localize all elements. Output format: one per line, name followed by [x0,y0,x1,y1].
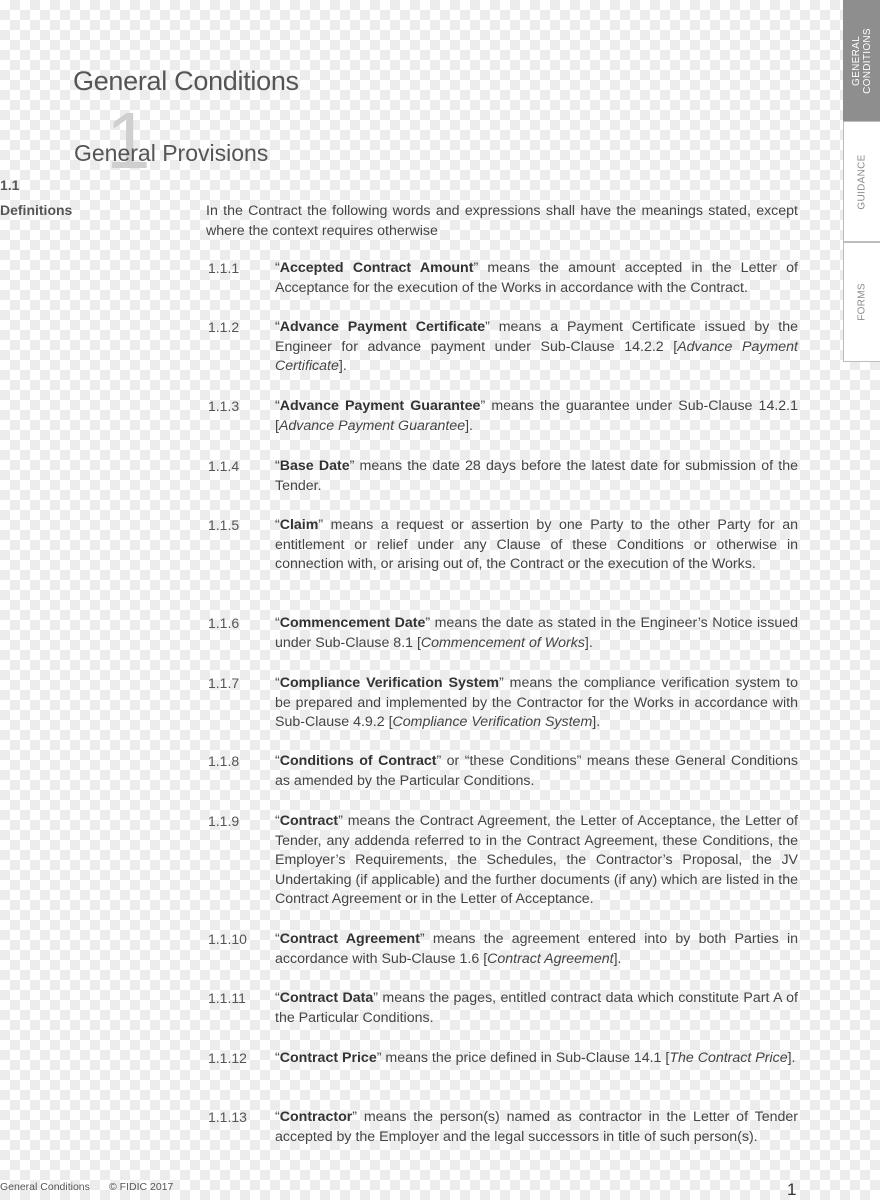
definition-reference: Commencement of Works [420,634,585,651]
chapter-number: 1 [106,96,151,185]
definition-end: ]. [338,358,347,374]
definition-end: ]. [592,714,601,730]
chapter-title: General Provisions [74,140,269,166]
definition-body: means the pages, entitled contract data which constitute Part A of the Particular Conditions. [275,990,798,1026]
definition-number: 1.1.2 [208,319,240,335]
tab-label-line2: CONDITIONS [862,27,873,94]
definition-number: 1.1.12 [208,1050,247,1066]
definition-number: 1.1.7 [208,675,240,691]
definition-number: 1.1.10 [208,931,247,947]
definition-body: means the date 28 days before the latest date for submission of the Tender. [275,458,798,494]
definition-term: Contract Agreement [279,931,420,947]
definition-number: 1.1.11 [208,990,246,1006]
definition-body: means the guarantee under Sub-Clause 14.2.1 [ [275,398,799,434]
definition-text: “Contract” means the Contract Agreement, the Letter of Acceptance, the Letter of Tender, any addenda referred to in the Contract Agreement, these Conditions, the Employer’s Requirements, the Schedules, the Contractor’s Proposal, the JV Undertaking (if applicable) and the further documents (if any) which are listed in the Contract Agreement or in the Letter of Acceptance. [275,813,798,907]
definition-number: 1.1.13 [208,1109,247,1125]
definition-end: ]. [613,950,622,967]
definition-number: 1.1.3 [208,398,240,414]
definition-term: Conditions of Contract [279,753,437,769]
footer-copyright: © FIDIC 2017 [109,1181,174,1193]
definition-text: “Accepted Contract Amount” means the amount accepted in the Letter of Acceptance for the execution of the Works in accordance with the Contract. [275,260,799,296]
definition-text: “Contract Price” means the price defined in Sub-Clause 14.1 [The Contract Price]. [275,1050,796,1066]
footer-document-name: General Conditions [0,1181,90,1193]
tab-guidance[interactable] [843,121,880,242]
definition-end: ]. [584,634,593,651]
definition-body: means the Contract Agreement, the Letter of Acceptance, the Letter of Tender, any addenda referred to in the Contract Agreement, these Conditions, the Employer’s Requirements, the Schedules, the Contractor’s Proposal, the JV Undertaking (if applicable) and the further documents (if any) which are listed in the Contract Agreement or in the Letter of Acceptance. [275,813,798,907]
definition-term: Compliance Verification System [279,675,499,691]
tab-label-line1: GENERAL [851,35,862,86]
definition-reference: Advance Payment Guarantee [278,417,466,434]
definition-end: ]. [465,417,473,434]
definition-reference: The Contract Price [669,1050,788,1066]
definition-text: “Advance Payment Guarantee” means the guarantee under Sub-Clause 14.2.1 [Advance Payment Guarantee]. [275,398,799,434]
definition-term: Contract [279,813,339,829]
definition-term: Base Date [279,458,350,474]
definition-text: “Claim” means a request or assertion by one Party to the other Party for an entitlement or relief under any Clause of these Conditions or otherwise in connection with, or arising out of, the Contract or the execution of the Works. [275,517,798,572]
tab-forms[interactable] [843,242,880,362]
page-number: 1 [787,1180,797,1199]
definition-number: 1.1.5 [208,517,240,533]
definition-body: means the date as stated in the Engineer’s Notice issued under Sub-Clause 8.1 [ [275,615,798,651]
definition-number: 1.1.8 [208,753,240,769]
definition-body: means the amount accepted in the Letter of Acceptance for the execution of the Works in accordance with the Contract. [275,260,799,296]
definition-term: Advance Payment Certificate [279,319,486,335]
definition-text: “Contract Data” means the pages, entitled contract data which constitute Part A of the Particular Conditions. [275,990,798,1026]
definition-term: Commencement Date [279,615,426,631]
tab-forms-label: FORMS [856,283,868,321]
definition-term: Claim [279,517,319,533]
tab-general-conditions-label [851,28,873,94]
definition-text: “Compliance Verification System” means the compliance verification system to be prepared and implemented by the Contractor for the Works in accordance with Sub-Clause 4.9.2 [Compliance Verification System]. [275,675,798,730]
definition-term: Contract Price [279,1050,377,1066]
definition-term: Contractor [279,1109,353,1125]
document-title: General Conditions [73,66,299,96]
definition-reference: Contract Agreement [487,950,614,967]
definition-body: or “these Conditions” means these General Conditions as amended by the Particular Conditions. [275,753,798,789]
definition-end: ]. [787,1050,796,1066]
tab-general-conditions[interactable] [843,0,880,121]
section-name: Definitions [0,202,73,218]
definition-text: “Conditions of Contract” or “these Conditions” means these General Conditions as amended by the Particular Conditions. [275,753,798,789]
definition-number: 1.1.9 [208,813,240,829]
definition-body: means the price defined in Sub-Clause 14.1 [ [381,1050,670,1066]
definition-text: “Advance Payment Certificate” means a Payment Certificate issued by the Engineer for advance payment under Sub-Clause 14.2.2 [Advance Payment Certificate]. [275,319,798,374]
definition-text: “Contract Agreement” means the agreement entered into by both Parties in accordance with Sub-Clause 1.6 [Contract Agreement]. [275,931,798,967]
definition-reference: Advance Payment Certificate [275,338,798,374]
definition-text: “Commencement Date” means the date as stated in the Engineer’s Notice issued under Sub-Clause 8.1 [Commencement of Works]. [275,615,798,651]
definition-text: “Contractor” means the person(s) named as contractor in the Letter of Tender accepted by the Employer and the legal successors in title of such person(s). [275,1109,798,1145]
definition-term: Contract Data [279,990,374,1006]
definition-body: means the person(s) named as contractor in the Letter of Tender accepted by the Employer and the legal successors in title of such person(s). [275,1109,798,1145]
section-intro: In the Contract the following words and expressions shall have the meanings stated, except where the context requires otherwise [206,203,798,239]
definition-number: 1.1.4 [208,458,240,474]
definition-body: means the compliance verification system to be prepared and implemented by the Contractor for the Works in accordance with Sub-Clause 4.9.2 [ [275,675,798,730]
definition-reference: Compliance Verification System [392,714,593,730]
definition-body: means a request or assertion by one Party to the other Party for an entitlement or relief under any Clause of these Conditions or otherwise in connection with, or arising out of, the Contract or the execution of the Works. [275,517,798,572]
definition-body: means a Payment Certificate issued by the Engineer for advance payment under Sub-Clause 14.2.2 [ [275,319,798,355]
tab-guidance-label: GUIDANCE [856,153,868,210]
definition-text: “Base Date” means the date 28 days before the latest date for submission of the Tender. [275,458,798,494]
definition-term: Advance Payment Guarantee [279,398,481,414]
definition-number: 1.1.6 [208,615,240,631]
definition-body: means the agreement entered into by both Parties in accordance with Sub-Clause 1.6 [ [275,931,798,967]
definition-number: 1.1.1 [208,260,240,276]
definition-term: Accepted Contract Amount [279,260,474,276]
section-number: 1.1 [0,177,20,193]
